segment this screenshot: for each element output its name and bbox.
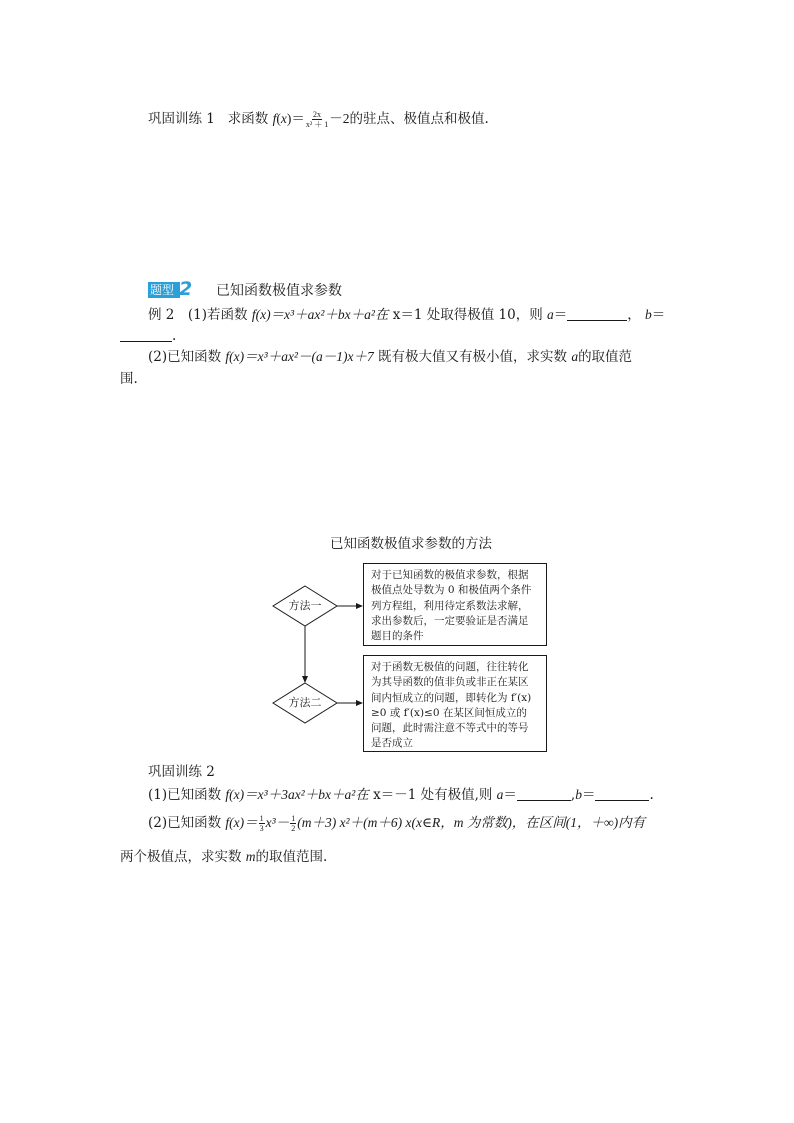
part-2-tail: 的取值范围. xyxy=(255,849,328,865)
variable-a: a xyxy=(496,787,504,802)
separator: ， xyxy=(627,307,641,323)
down-arrowhead xyxy=(302,676,308,683)
method-2-line: 间内恒成立的问题，即转化为 f′(x) xyxy=(371,691,532,704)
method-2-arrowhead xyxy=(356,700,363,706)
flowchart-title: 已知函数极值求参数的方法 xyxy=(330,536,492,552)
method-2-line: ≥0 或 f′(x)≤0 在某区间恒成立的 xyxy=(371,706,527,719)
function-expression: (x)＝x³＋ax²＋bx＋a²在 xyxy=(255,307,389,322)
condition-text: x＝－1 处有极值,则 xyxy=(373,787,493,803)
fraction-denominator: x² ＋ 1 xyxy=(305,120,329,129)
fraction-numerator: 2x xyxy=(313,110,322,119)
minus-term: －2 xyxy=(329,111,350,126)
fraction-denominator: 3 xyxy=(259,824,264,833)
exercise-1-prompt: 求函数 xyxy=(227,111,269,127)
method-2-box xyxy=(363,655,547,752)
method-2-line: 问题，此时需注意不等式中的等号 xyxy=(371,722,529,735)
section-title: 已知函数极值求参数 xyxy=(216,283,342,299)
variable-b: b xyxy=(575,787,582,802)
badge-number: 2 xyxy=(179,278,193,300)
example-2-part-2-end: 围. xyxy=(120,371,138,387)
exercise-2-part-2 xyxy=(148,814,645,833)
function-lhs: f(x)＝ xyxy=(225,815,258,830)
fraction-one-half xyxy=(290,814,296,833)
paren-open: ( xyxy=(276,111,281,126)
fraction-numerator: 1 xyxy=(259,814,264,823)
exercise-1-label: 巩固训练 1 xyxy=(148,111,215,127)
method-1-arrowhead xyxy=(356,603,363,609)
equals: ＝ xyxy=(581,787,596,803)
exercise-1-tail: 的驻点、极值点和极值. xyxy=(349,111,489,127)
part-2-lead: (2)已知函数 xyxy=(148,349,222,365)
function-expression: f(x)＝x³＋3ax²＋bx＋a²在 xyxy=(225,787,369,802)
fraction-numerator: 1 xyxy=(291,814,296,823)
variable-a: a xyxy=(547,307,554,322)
fraction-denominator: 2 xyxy=(291,824,296,833)
method-2-line: 对于函数无极值的问题，往往转化 xyxy=(371,661,529,673)
part-2-text: 既有极大值又有极小值，求实数 xyxy=(378,349,568,365)
equals: ＝ xyxy=(651,307,666,323)
function-symbol: f xyxy=(272,111,277,126)
function-expression: f(x)＝x³＋ax²－(a－1)x＋7 xyxy=(225,349,374,364)
answer-blank-a[interactable] xyxy=(517,788,571,801)
method-1-line: 对于已知函数的极值求参数，根据 xyxy=(371,569,529,581)
exercise-2-part-2-continued xyxy=(120,848,327,866)
period: . xyxy=(172,328,177,344)
method-2-line: 为其导函数的值非负或非正在某区 xyxy=(371,676,529,689)
method-1-line: 极值点处导数为 0 和极值两个条件 xyxy=(371,584,532,597)
variable-x: x xyxy=(280,111,287,126)
variable-m: m xyxy=(245,849,256,864)
method-1-line: 题目的条件 xyxy=(371,630,424,643)
equals: )＝ xyxy=(286,111,305,126)
exercise-2-label: 巩固训练 2 xyxy=(148,764,215,780)
answer-blank-b[interactable] xyxy=(595,788,649,801)
method-1-label: 方法一 xyxy=(288,599,322,612)
exercise-2-part-1 xyxy=(148,786,654,804)
function-symbol: f xyxy=(251,307,256,322)
term-x-cubed: x³－ xyxy=(265,815,290,830)
method-1-box xyxy=(363,563,547,646)
method-1-line: 列方程组，利用待定系数法求解， xyxy=(371,599,529,612)
equals: ＝ xyxy=(503,787,517,803)
part-2-tail: 的取值范 xyxy=(578,349,633,365)
method-1-line: 求出参数后，一定要验证是否满足 xyxy=(371,614,529,627)
part-1-lead: (1)已知函数 xyxy=(148,787,222,803)
part-2-text: 两个极值点，求实数 xyxy=(120,849,242,865)
variable-b: b xyxy=(645,307,652,322)
equals: ＝ xyxy=(553,307,568,323)
fraction-one-third xyxy=(259,814,265,833)
period: . xyxy=(649,787,654,803)
expression-rest: (m＋3) x²＋(m＋6) x(x∈R，m 为常数)，在区间(1，＋∞)内有 xyxy=(297,815,646,830)
condition-text: x＝1 处取得极值 10，则 xyxy=(392,307,543,323)
badge-text: 题型 xyxy=(150,283,175,297)
part-2-lead: (2)已知函数 xyxy=(148,815,222,831)
example-2-lead: 例 2 (1)若函数 xyxy=(148,307,248,323)
method-2-line: 是否成立 xyxy=(371,737,413,750)
variable-a: a xyxy=(571,349,579,364)
method-2-label: 方法二 xyxy=(288,696,322,709)
separator: , xyxy=(570,787,576,803)
